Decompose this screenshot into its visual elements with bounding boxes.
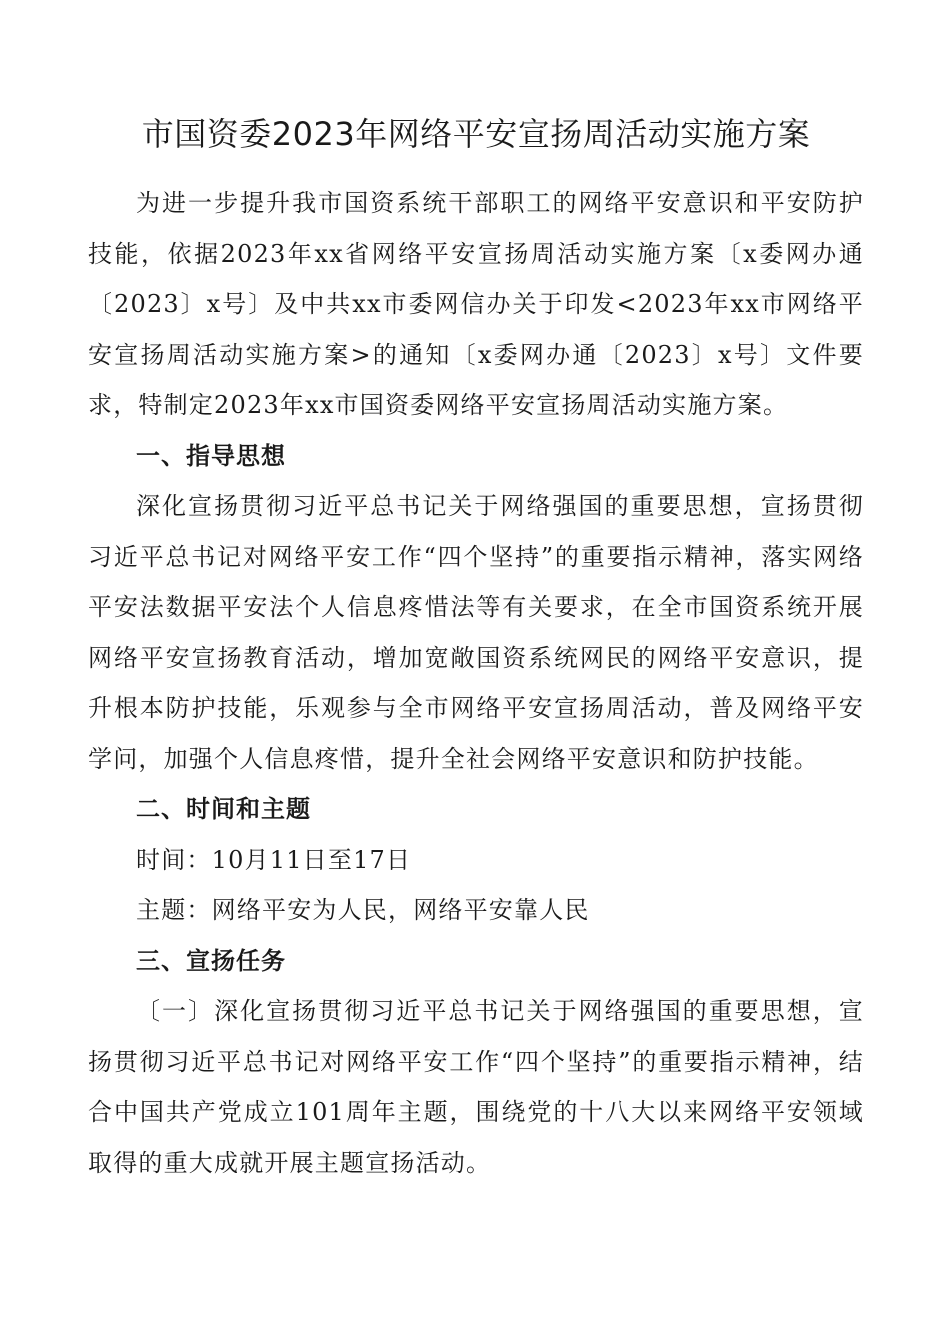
theme-line: 主题：网络平安为人民，网络平安靠人民 [136, 896, 590, 924]
section-heading-guiding-ideology: 一、指导思想 [136, 441, 286, 470]
section-heading-publicity-tasks: 三、宣扬任务 [136, 946, 286, 975]
document-title: 市国资委2023年网络平安宣扬周活动实施方案 [141, 115, 811, 153]
task-item-1: 〔一〕深化宣扬贯彻习近平总书记关于网络强国的重要思想，宣扬贯彻习近平总书记对网络平安工作“四个坚持”的重要指示精神，结合中国共产党成立101周年主题，围绕党的十八大以来网络平安领域取得的重大成就开展主题宣扬活动。 [88, 997, 864, 1177]
time-line: 时间：10月11日至17日 [136, 845, 412, 874]
guiding-ideology-paragraph: 深化宣扬贯彻习近平总书记关于网络强国的重要思想，宣扬贯彻习近平总书记对网络平安工作“四个坚持”的重要指示精神，落实网络平安法数据平安法个人信息疼惜法等有关要求，在全市国资系统开展网络平安宣扬教育活动，增加宽敞国资系统网民的网络平安意识，提升根本防护技能，乐观参与全市网络平安宣扬周活动，普及网络平安学问，加强个人信息疼惜，提升全社会网络平安意识和防护技能。 [88, 492, 864, 773]
section-heading-time-theme: 二、时间和主题 [136, 795, 311, 823]
intro-paragraph: 为进一步提升我市国资系统干部职工的网络平安意识和平安防护技能，依据2023年xx省网络平安宣扬周活动实施方案〔x委网办通〔2023〕x号〕及中共xx市委网信办关于印发<2023年xx市网络平安宣扬周活动实施方案>的通知〔x委网办通〔2023〕x号〕文件要求，特制定2023年xx市国资委网络平安宣扬周活动实施方案。 [88, 189, 864, 419]
